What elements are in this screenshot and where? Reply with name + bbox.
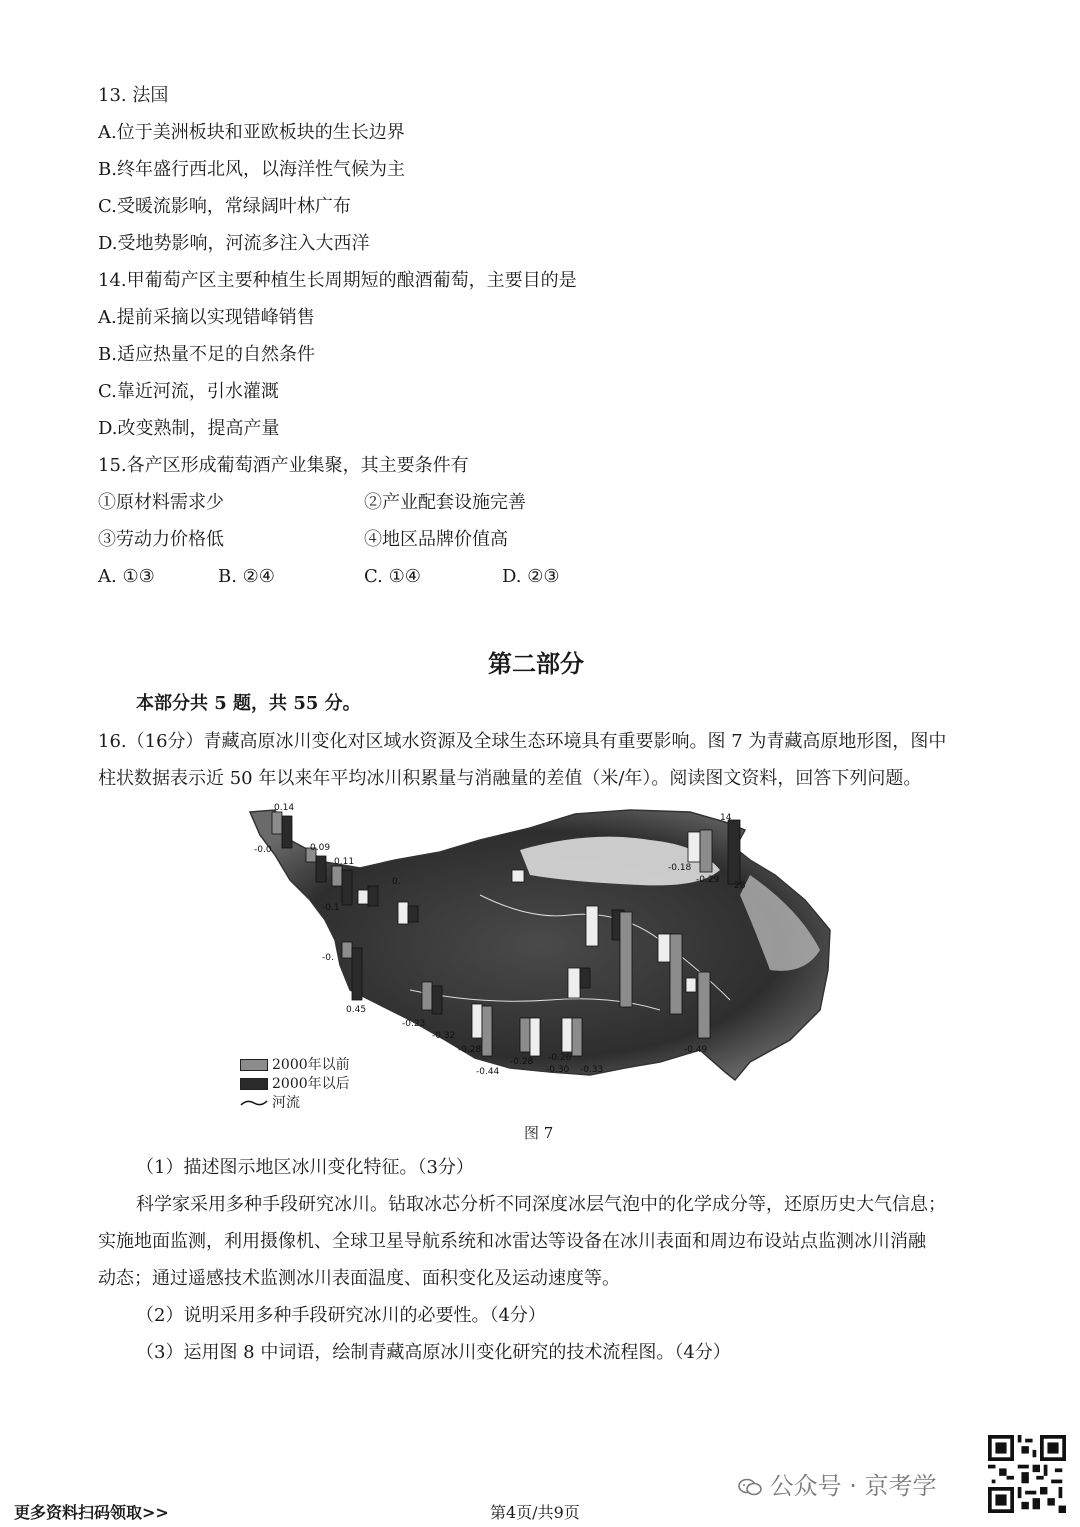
qr-code-icon[interactable] bbox=[988, 1435, 1066, 1513]
bar-after bbox=[698, 972, 710, 1038]
q15-option-b: B. ②④ bbox=[218, 566, 275, 587]
bar-before bbox=[332, 866, 342, 886]
q15-option-d: D. ②③ bbox=[502, 566, 560, 587]
bar-before bbox=[688, 832, 700, 862]
legend-after: 2000年以后 bbox=[240, 1073, 350, 1093]
bar-label: -0.18 bbox=[668, 863, 692, 873]
bar-label: -0.30 bbox=[546, 1065, 570, 1075]
bar-after bbox=[282, 816, 292, 848]
bar-label: -0.0 bbox=[254, 845, 272, 855]
q14-stem: 14.甲葡萄产区主要种植生长周期短的酿酒葡萄，主要目的是 bbox=[98, 270, 577, 291]
bar-after bbox=[352, 948, 362, 1000]
bar-label: 14 bbox=[720, 813, 732, 823]
bar-label: 0. bbox=[392, 877, 401, 887]
legend-swatch-before bbox=[240, 1059, 268, 1071]
q16-material-line3: 动态；通过遥感技术监测冰川表面温度、面积变化及运动速度等。 bbox=[98, 1268, 620, 1289]
part2-title: 第二部分 bbox=[488, 649, 584, 678]
bar-before bbox=[512, 870, 524, 882]
q13-option-a: A.位于美洲板块和亚欧板块的生长边界 bbox=[98, 122, 405, 143]
q14-option-d: D.改变熟制，提高产量 bbox=[98, 418, 280, 439]
q16-stem-line1: 16.（16分）青藏高原冰川变化对区域水资源及全球生态环境具有重要影响。图 7 为青藏高原地形图，图中 bbox=[98, 731, 947, 752]
bar-label: -0.1 bbox=[322, 903, 340, 913]
legend-swatch-after bbox=[240, 1078, 268, 1090]
legend-river: 河流 bbox=[240, 1092, 300, 1112]
bar-before bbox=[272, 812, 282, 834]
q15-item-1: ①原材料需求少 bbox=[98, 492, 224, 513]
bar-after bbox=[572, 1018, 582, 1056]
bar-after bbox=[342, 870, 352, 905]
figure7-caption: 图 7 bbox=[524, 1124, 554, 1142]
more-resources-link[interactable]: 更多资料扫码领取>> bbox=[14, 1503, 169, 1522]
bar-label: -0.23 bbox=[402, 1019, 426, 1029]
q16-material-line2: 实施地面监测，利用摄像机、全球卫星导航系统和冰雷达等设备在冰川表面和周边布设站点监测冰川消融 bbox=[98, 1231, 926, 1252]
bar-after bbox=[580, 968, 590, 988]
q14-option-b: B.适应热量不足的自然条件 bbox=[98, 344, 315, 365]
bar-before bbox=[422, 982, 432, 1010]
bar-label: 28 bbox=[734, 881, 746, 891]
q16-stem-line2: 柱状数据表示近 50 年以来年平均冰川积累量与消融量的差值（米/年）。阅读图文资料，回答下列问题。 bbox=[98, 768, 922, 789]
q16-sub2: （2）说明采用多种手段研究冰川的必要性。（4分） bbox=[136, 1305, 546, 1326]
bar-label: -0.28 bbox=[458, 1045, 482, 1055]
bar-before bbox=[658, 934, 670, 962]
bar-label: 0.45 bbox=[346, 1005, 367, 1015]
bar-after bbox=[728, 820, 740, 884]
bar-after bbox=[368, 886, 378, 906]
q15-item-3: ③劳动力价格低 bbox=[98, 529, 224, 550]
q15-stem: 15.各产区形成葡萄酒产业集聚，其主要条件有 bbox=[98, 455, 469, 476]
bar-before bbox=[398, 902, 408, 924]
bar-before bbox=[472, 1004, 482, 1038]
page-number: 第4页/共9页 bbox=[490, 1503, 580, 1522]
bar-before bbox=[358, 890, 368, 904]
bar-after bbox=[700, 830, 712, 872]
q14-option-a: A.提前采摘以实现错峰销售 bbox=[98, 307, 315, 328]
q13-option-d: D.受地势影响，河流多注入大西洋 bbox=[98, 233, 370, 254]
bar-label: 0.11 bbox=[334, 857, 355, 867]
bar-after bbox=[432, 986, 442, 1014]
q15-option-a: A. ①③ bbox=[98, 566, 155, 587]
bar-before bbox=[620, 912, 632, 1007]
bar-before bbox=[568, 968, 580, 998]
q16-sub3: （3）运用图 8 中词语，绘制青藏高原冰川变化研究的技术流程图。（4分） bbox=[136, 1342, 731, 1363]
q15-item-2: ②产业配套设施完善 bbox=[364, 492, 526, 513]
wechat-icon bbox=[738, 1478, 762, 1496]
bar-before bbox=[586, 906, 598, 946]
bar-before bbox=[686, 978, 696, 992]
bar-after bbox=[316, 856, 326, 882]
part2-intro: 本部分共 5 题，共 55 分。 bbox=[136, 693, 361, 714]
bar-after bbox=[530, 1018, 540, 1056]
bar-before bbox=[562, 1018, 572, 1052]
bar-label: -0.26 bbox=[548, 1053, 572, 1063]
bar-before bbox=[520, 1018, 530, 1052]
bar-label: 0.14 bbox=[274, 803, 295, 813]
bar-label: -0.49 bbox=[684, 1045, 708, 1055]
q13-option-b: B.终年盛行西北风，以海洋性气候为主 bbox=[98, 159, 405, 180]
q13-option-c: C.受暖流影响，常绿阔叶林广布 bbox=[98, 196, 351, 217]
q15-item-4: ④地区品牌价值高 bbox=[364, 529, 508, 550]
bar-label: 0.09 bbox=[310, 843, 331, 853]
bar-label: -0.44 bbox=[476, 1067, 500, 1077]
bar-label: -0.28 bbox=[510, 1057, 534, 1067]
q16-sub1: （1）描述图示地区冰川变化特征。（3分） bbox=[136, 1157, 474, 1178]
bar-after bbox=[482, 1006, 492, 1056]
bar-label: -0.32 bbox=[432, 1031, 456, 1041]
river-symbol-icon bbox=[240, 1098, 268, 1108]
bar-before bbox=[342, 942, 352, 958]
bar-label: -0. bbox=[322, 953, 334, 963]
q16-material-line1: 科学家采用多种手段研究冰川。钻取冰芯分析不同深度冰层气泡中的化学成分等，还原历史大气信息； bbox=[136, 1194, 946, 1215]
bar-label: -0.29 bbox=[696, 875, 720, 885]
q13-stem: 13. 法国 bbox=[98, 85, 169, 106]
bar-label: -0.33 bbox=[580, 1065, 604, 1075]
bar-after bbox=[670, 934, 682, 1014]
wechat-watermark: 公众号 · 京考学 bbox=[738, 1466, 937, 1501]
q14-option-c: C.靠近河流，引水灌溉 bbox=[98, 381, 279, 402]
legend-before: 2000年以前 bbox=[240, 1054, 350, 1074]
q15-option-c: C. ①④ bbox=[364, 566, 421, 587]
bar-after bbox=[408, 906, 418, 922]
